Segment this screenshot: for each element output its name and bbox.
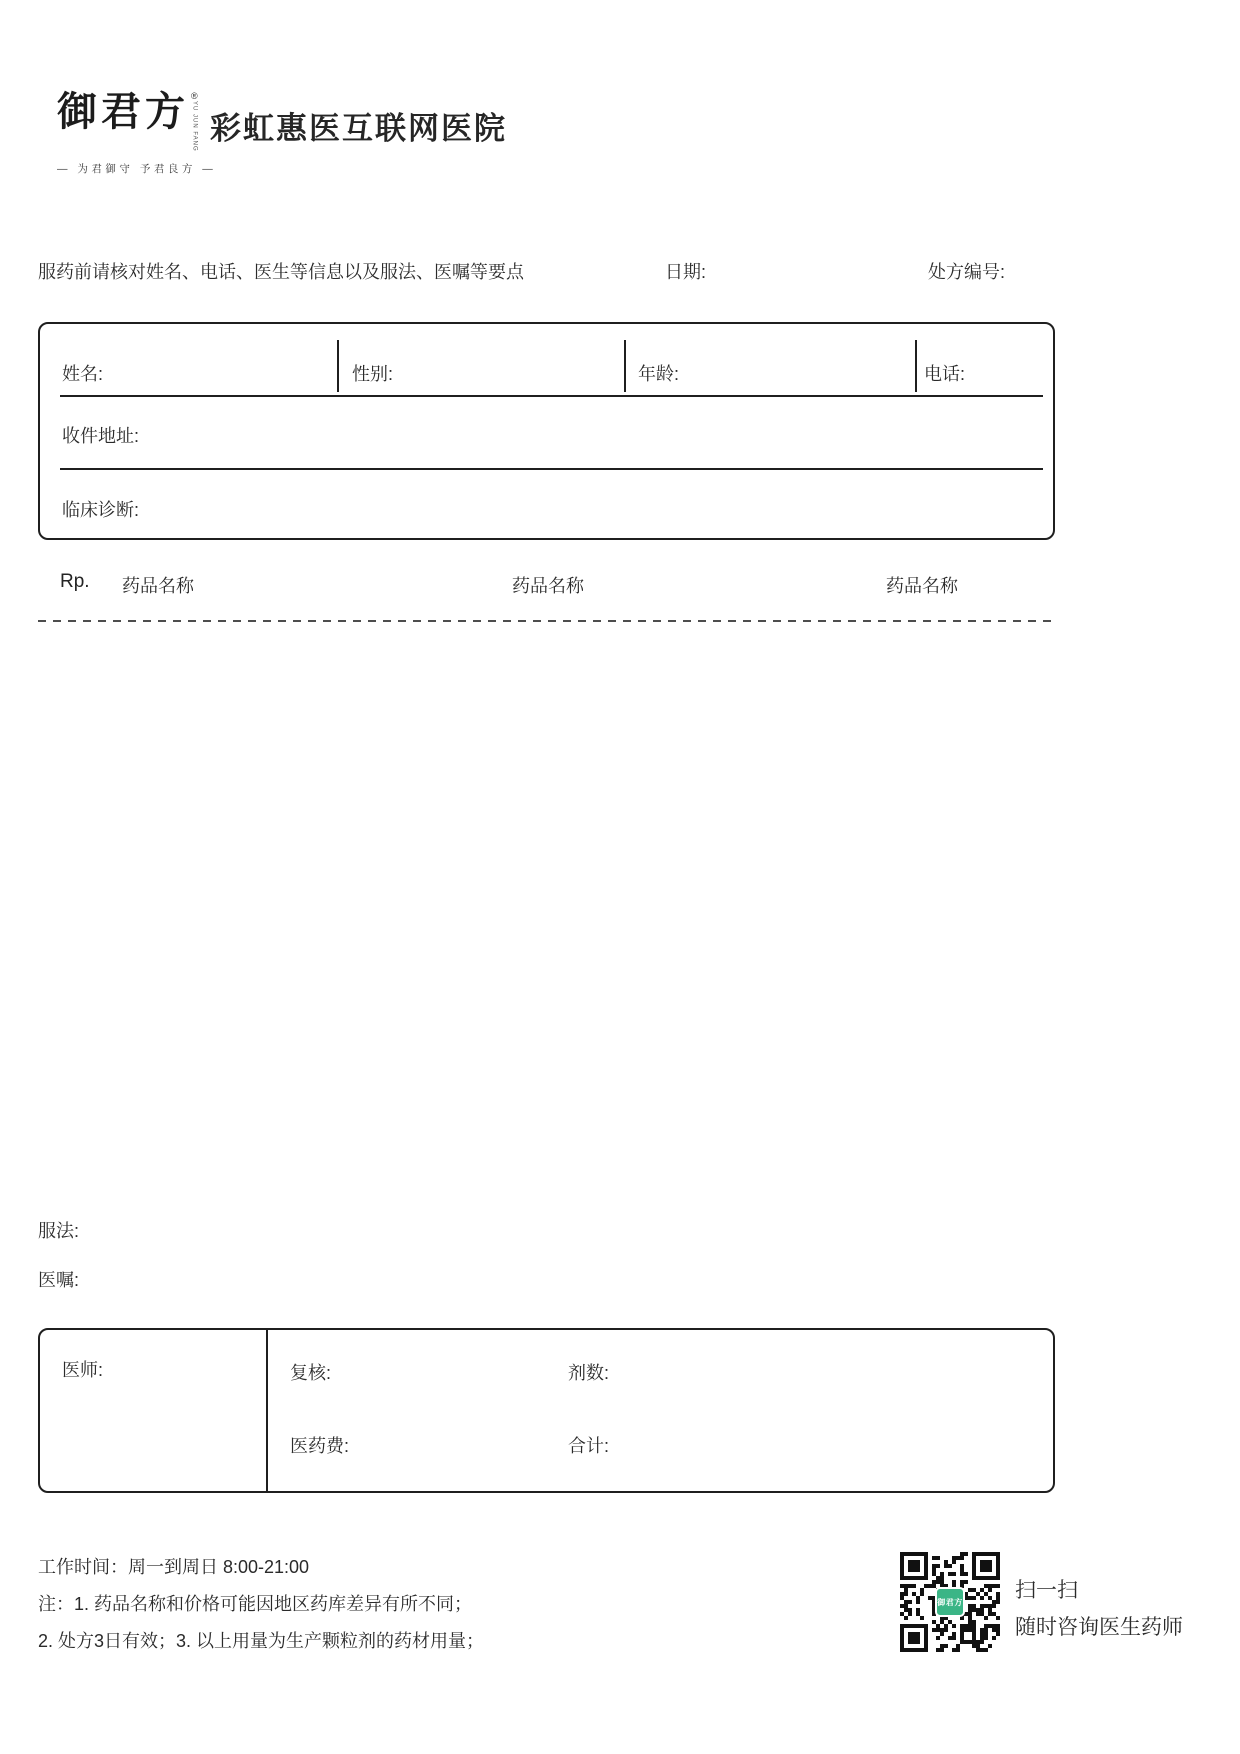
rp-label: Rp.	[60, 571, 90, 592]
column-divider	[266, 1330, 268, 1491]
physician-label: 医师:	[62, 1360, 104, 1380]
clinical-diagnosis-label: 临床诊断:	[62, 500, 140, 520]
registered-trademark-icon: ®	[191, 91, 198, 101]
scan-label: 扫一扫	[1015, 1579, 1078, 1602]
brand-logo	[57, 88, 217, 176]
drug-name-column-header: 药品名称	[512, 576, 584, 596]
qr-code-icon	[900, 1552, 1000, 1652]
patient-info-box	[38, 322, 1055, 540]
note-line-2: 2. 处方3日有效；3. 以上用量为生产颗粒剂的药材用量；	[38, 1631, 485, 1651]
date-label: 日期:	[665, 262, 707, 282]
usage-method-label: 服法:	[38, 1221, 80, 1241]
column-divider	[915, 340, 917, 392]
drug-name-column-header: 药品名称	[886, 576, 958, 596]
note-line-1: 注：1. 药品名称和价格可能因地区药库差异有所不同；	[38, 1594, 473, 1614]
patient-phone-label: 电话:	[924, 364, 966, 384]
column-divider	[337, 340, 339, 392]
shipping-address-label: 收件地址:	[62, 426, 140, 446]
row-divider	[60, 468, 1043, 470]
dose-count-label: 剂数:	[568, 1363, 610, 1383]
patient-age-label: 年龄:	[638, 364, 680, 384]
brand-logo-pinyin: YU JUN FANG	[191, 101, 198, 152]
working-hours: 工作时间：周一到周日 8:00-21:00	[38, 1557, 310, 1577]
total-label: 合计:	[568, 1436, 610, 1456]
qr-center-logo: 御君方	[935, 1587, 965, 1617]
doctor-advice-label: 医嘱:	[38, 1270, 80, 1290]
patient-gender-label: 性别:	[352, 364, 394, 384]
review-label: 复核:	[290, 1363, 332, 1383]
signature-box	[38, 1328, 1055, 1493]
patient-name-label: 姓名:	[62, 364, 104, 384]
row-divider	[60, 395, 1043, 397]
brand-logo-text: 御君方	[57, 88, 189, 135]
verification-reminder: 服药前请核对姓名、电话、医生等信息以及服法、医嘱等要点	[38, 262, 524, 282]
rp-separator-dashed-line	[38, 620, 1055, 622]
column-divider	[624, 340, 626, 392]
prescription-no-label: 处方编号:	[928, 262, 1006, 282]
brand-tagline: — 为君御守 予君良方 —	[57, 162, 217, 175]
drug-name-column-header: 药品名称	[122, 576, 194, 596]
medicine-fee-label: 医药费:	[290, 1436, 350, 1456]
hospital-name: 彩虹惠医互联网医院	[210, 111, 507, 146]
scan-description: 随时咨询医生药师	[1015, 1616, 1183, 1639]
